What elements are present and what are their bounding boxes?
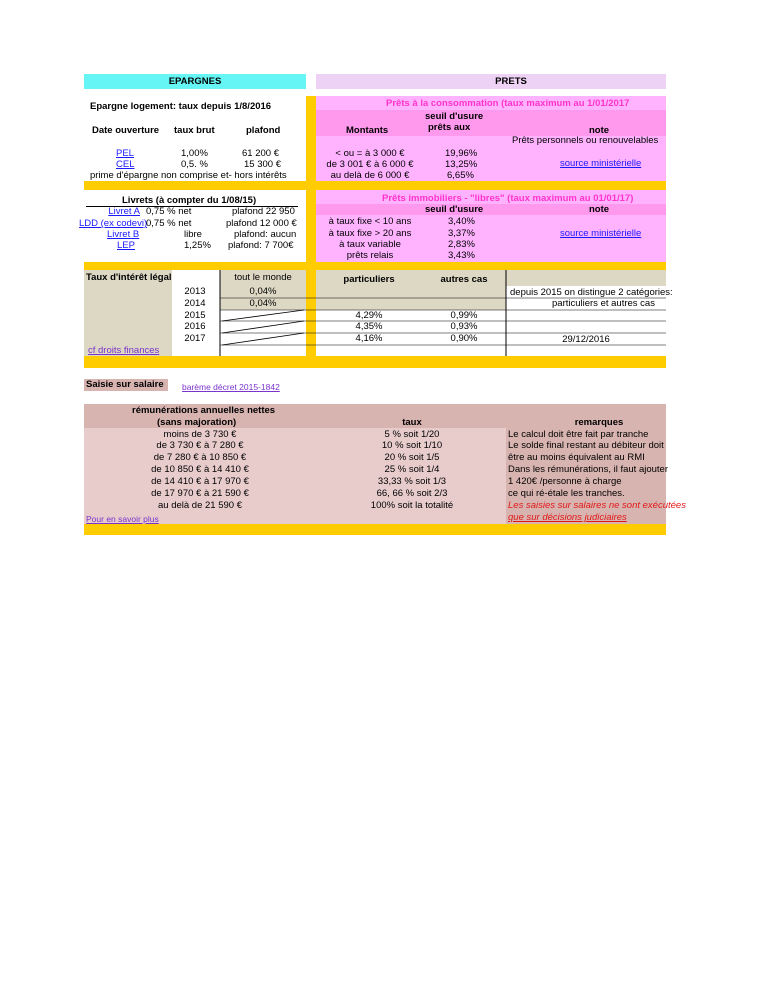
conso-montant-1: < ou = à 3 000 € — [335, 148, 405, 159]
immo-label-2: à taux fixe > 20 ans — [328, 228, 412, 239]
conso-taux-1: 19,96% — [445, 148, 478, 159]
saisie-tranche: de 3 730 € à 7 280 € — [156, 440, 244, 451]
legal-part-value: 4,29% — [355, 310, 383, 321]
rem-title-2: (sans majoration) — [157, 417, 237, 428]
livret-b-taux: libre — [184, 229, 202, 240]
lep-link[interactable]: LEP — [117, 240, 135, 251]
legal-part-value: 4,16% — [355, 333, 383, 344]
cel-plafond: 15 300 € — [244, 159, 281, 170]
taux-title: taux — [402, 417, 422, 428]
middle-orange-divider — [306, 96, 316, 262]
legal-grid — [84, 270, 666, 356]
conso-prets-aux: prêts aux — [428, 122, 471, 133]
legal-autres-value: 0,93% — [450, 321, 478, 332]
epargne-logement-title: Epargne logement: taux depuis 1/8/2016 — [90, 101, 272, 112]
saisie-tranche: de 10 850 € à 14 410 € — [151, 464, 249, 475]
saisie-taux: 10 % soit 1/10 — [381, 440, 443, 451]
conso-taux-2: 13,25% — [445, 159, 478, 170]
cel-link[interactable]: CEL — [116, 159, 135, 170]
legal-autres-value: 0,90% — [450, 333, 478, 344]
immo-title: Prêts immobiliers - "libres" (taux maximum au 01/01/17) — [382, 193, 634, 204]
separator-bar — [84, 181, 666, 190]
saisie-tranche: de 14 410 € à 17 970 € — [151, 476, 249, 487]
conso-taux-3: 6,65% — [447, 170, 474, 181]
legal-year: 2015 — [184, 310, 206, 321]
livret-a-taux: 0,75 % net — [146, 206, 192, 217]
saisie-taux: 25 % soit 1/4 — [384, 464, 440, 475]
legal-year: 2017 — [184, 333, 206, 344]
legal-col-autres: autres cas — [440, 274, 488, 285]
conso-source-link[interactable]: source ministérielle — [560, 158, 642, 169]
conso-title: Prêts à la consommation (taux maximum au 1/01/2017 — [386, 98, 630, 109]
conso-montant-2: de 3 001 € à 6 000 € — [326, 159, 414, 170]
saisie-taux: 66, 66 % soit 2/3 — [376, 488, 448, 499]
remarque-line: Dans les rémunérations, il faut ajouter — [508, 464, 668, 475]
prime-note: prime d'épargne non comprise et- hors intérêts — [90, 170, 287, 181]
pel-taux: 1,00% — [181, 148, 208, 159]
legal-title: Taux d'intérêt légal — [86, 272, 172, 283]
droits-finances-link[interactable]: cf droits finances — [88, 345, 160, 356]
remarque-line: Le solde final restant au débiteur doit — [508, 440, 664, 451]
epargnes-title: EPARGNES — [168, 76, 222, 87]
bottom-bar — [84, 524, 666, 535]
immo-source-link[interactable]: source ministérielle — [560, 228, 642, 239]
livret-a-plafond: plafond 22 950 — [232, 206, 295, 217]
legal-note-2: particuliers et autres cas — [552, 298, 655, 309]
immo-seuil-label: seuil d'usure — [425, 204, 484, 215]
saisie-tranche: moins de 3 730 € — [163, 429, 237, 440]
livrets-title: Livrets (à compter du 1/08/15) — [122, 195, 257, 206]
conso-note-label: note — [589, 125, 610, 136]
remarque-line: 1 420€ /personne à charge — [508, 476, 622, 487]
immo-label-3: à taux variable — [339, 239, 401, 250]
legal-year: 2013 — [184, 286, 206, 297]
ldd-plafond: plafond 12 000 € — [226, 218, 297, 229]
en-savoir-plus-link[interactable]: Pour en savoir plus — [86, 514, 159, 524]
saisie-tranche: de 17 970 € à 21 590 € — [151, 488, 249, 499]
remarque-line: Le calcul doit être fait par tranche — [508, 429, 649, 440]
conso-montants-label: Montants — [346, 125, 389, 136]
conso-note-text: Prêts personnels ou renouvelables — [512, 135, 659, 146]
remarque-line: être au moins équivalent au RMI — [508, 452, 645, 463]
pel-link[interactable]: PEL — [116, 148, 134, 159]
legal-col-part: particuliers — [343, 274, 395, 285]
remarques-title: remarques — [574, 417, 624, 428]
legal-part-value: 4,35% — [355, 321, 383, 332]
remarque-red-2: que sur décisions judiciaires — [508, 512, 627, 523]
legal-date: 29/12/2016 — [562, 334, 610, 345]
saisie-taux: 100% soit la totalité — [370, 500, 454, 511]
livret-b-plafond: plafond: aucun — [234, 229, 297, 240]
legal-tout-value: 0,04% — [249, 298, 277, 309]
col-taux-brut: taux brut — [174, 125, 215, 136]
legal-note-1: depuis 2015 on distingue 2 catégories: — [510, 287, 673, 298]
livret-b-link[interactable]: Livret B — [107, 229, 140, 240]
immo-taux-1: 3,40% — [448, 216, 475, 227]
pel-plafond: 61 200 € — [242, 148, 279, 159]
saisie-tranche: de 7 280 € à 10 850 € — [153, 452, 247, 463]
immo-taux-2: 3,37% — [448, 228, 475, 239]
saisie-taux: 33,33 % soit 1/3 — [377, 476, 447, 487]
prets-title: PRETS — [495, 76, 527, 87]
col-plafond: plafond — [246, 125, 281, 136]
conso-seuil-label: seuil d'usure — [425, 111, 484, 122]
col-date-ouverture: Date ouverture — [92, 125, 160, 136]
legal-tout-value: 0,04% — [249, 286, 277, 297]
separator-bar — [84, 262, 666, 270]
immo-header-band — [316, 204, 666, 215]
remarque-red-1: Les saisies sur salaires ne sont exécutées — [508, 500, 686, 511]
legal-autres-value: 0,99% — [450, 310, 478, 321]
remarque-line: ce qui ré-étale les tranches. — [508, 488, 625, 499]
saisie-title: Saisie sur salaire — [86, 379, 164, 390]
immo-taux-4: 3,43% — [448, 250, 475, 261]
rem-title-1: rémunérations annuelles nettes — [132, 405, 276, 416]
immo-note-label: note — [589, 204, 610, 215]
saisie-tranche: au delà de 21 590 € — [158, 500, 242, 511]
ldd-link[interactable]: LDD (ex codevi) — [79, 218, 148, 229]
saisie-taux: 20 % soit 1/5 — [384, 452, 440, 463]
livret-a-link[interactable]: Livret A — [108, 206, 140, 217]
cel-taux: 0,5. % — [181, 159, 208, 170]
legal-year: 2014 — [184, 298, 206, 309]
separator-bar — [84, 356, 666, 368]
bareme-link[interactable]: barème décret 2015-1842 — [182, 382, 280, 392]
immo-taux-3: 2,83% — [448, 239, 475, 250]
lep-taux: 1,25% — [184, 240, 211, 251]
legal-col-tout: tout le monde — [234, 272, 292, 283]
legal-year: 2016 — [184, 321, 206, 332]
ldd-taux: 0,75 % net — [146, 218, 192, 229]
conso-montant-3: au delà de 6 000 € — [330, 170, 410, 181]
immo-label-4: prêts relais — [346, 250, 394, 261]
immo-label-1: à taux fixe < 10 ans — [328, 216, 412, 227]
lep-plafond: plafond: 7 700€ — [228, 240, 294, 251]
saisie-taux: 5 % soit 1/20 — [384, 429, 440, 440]
